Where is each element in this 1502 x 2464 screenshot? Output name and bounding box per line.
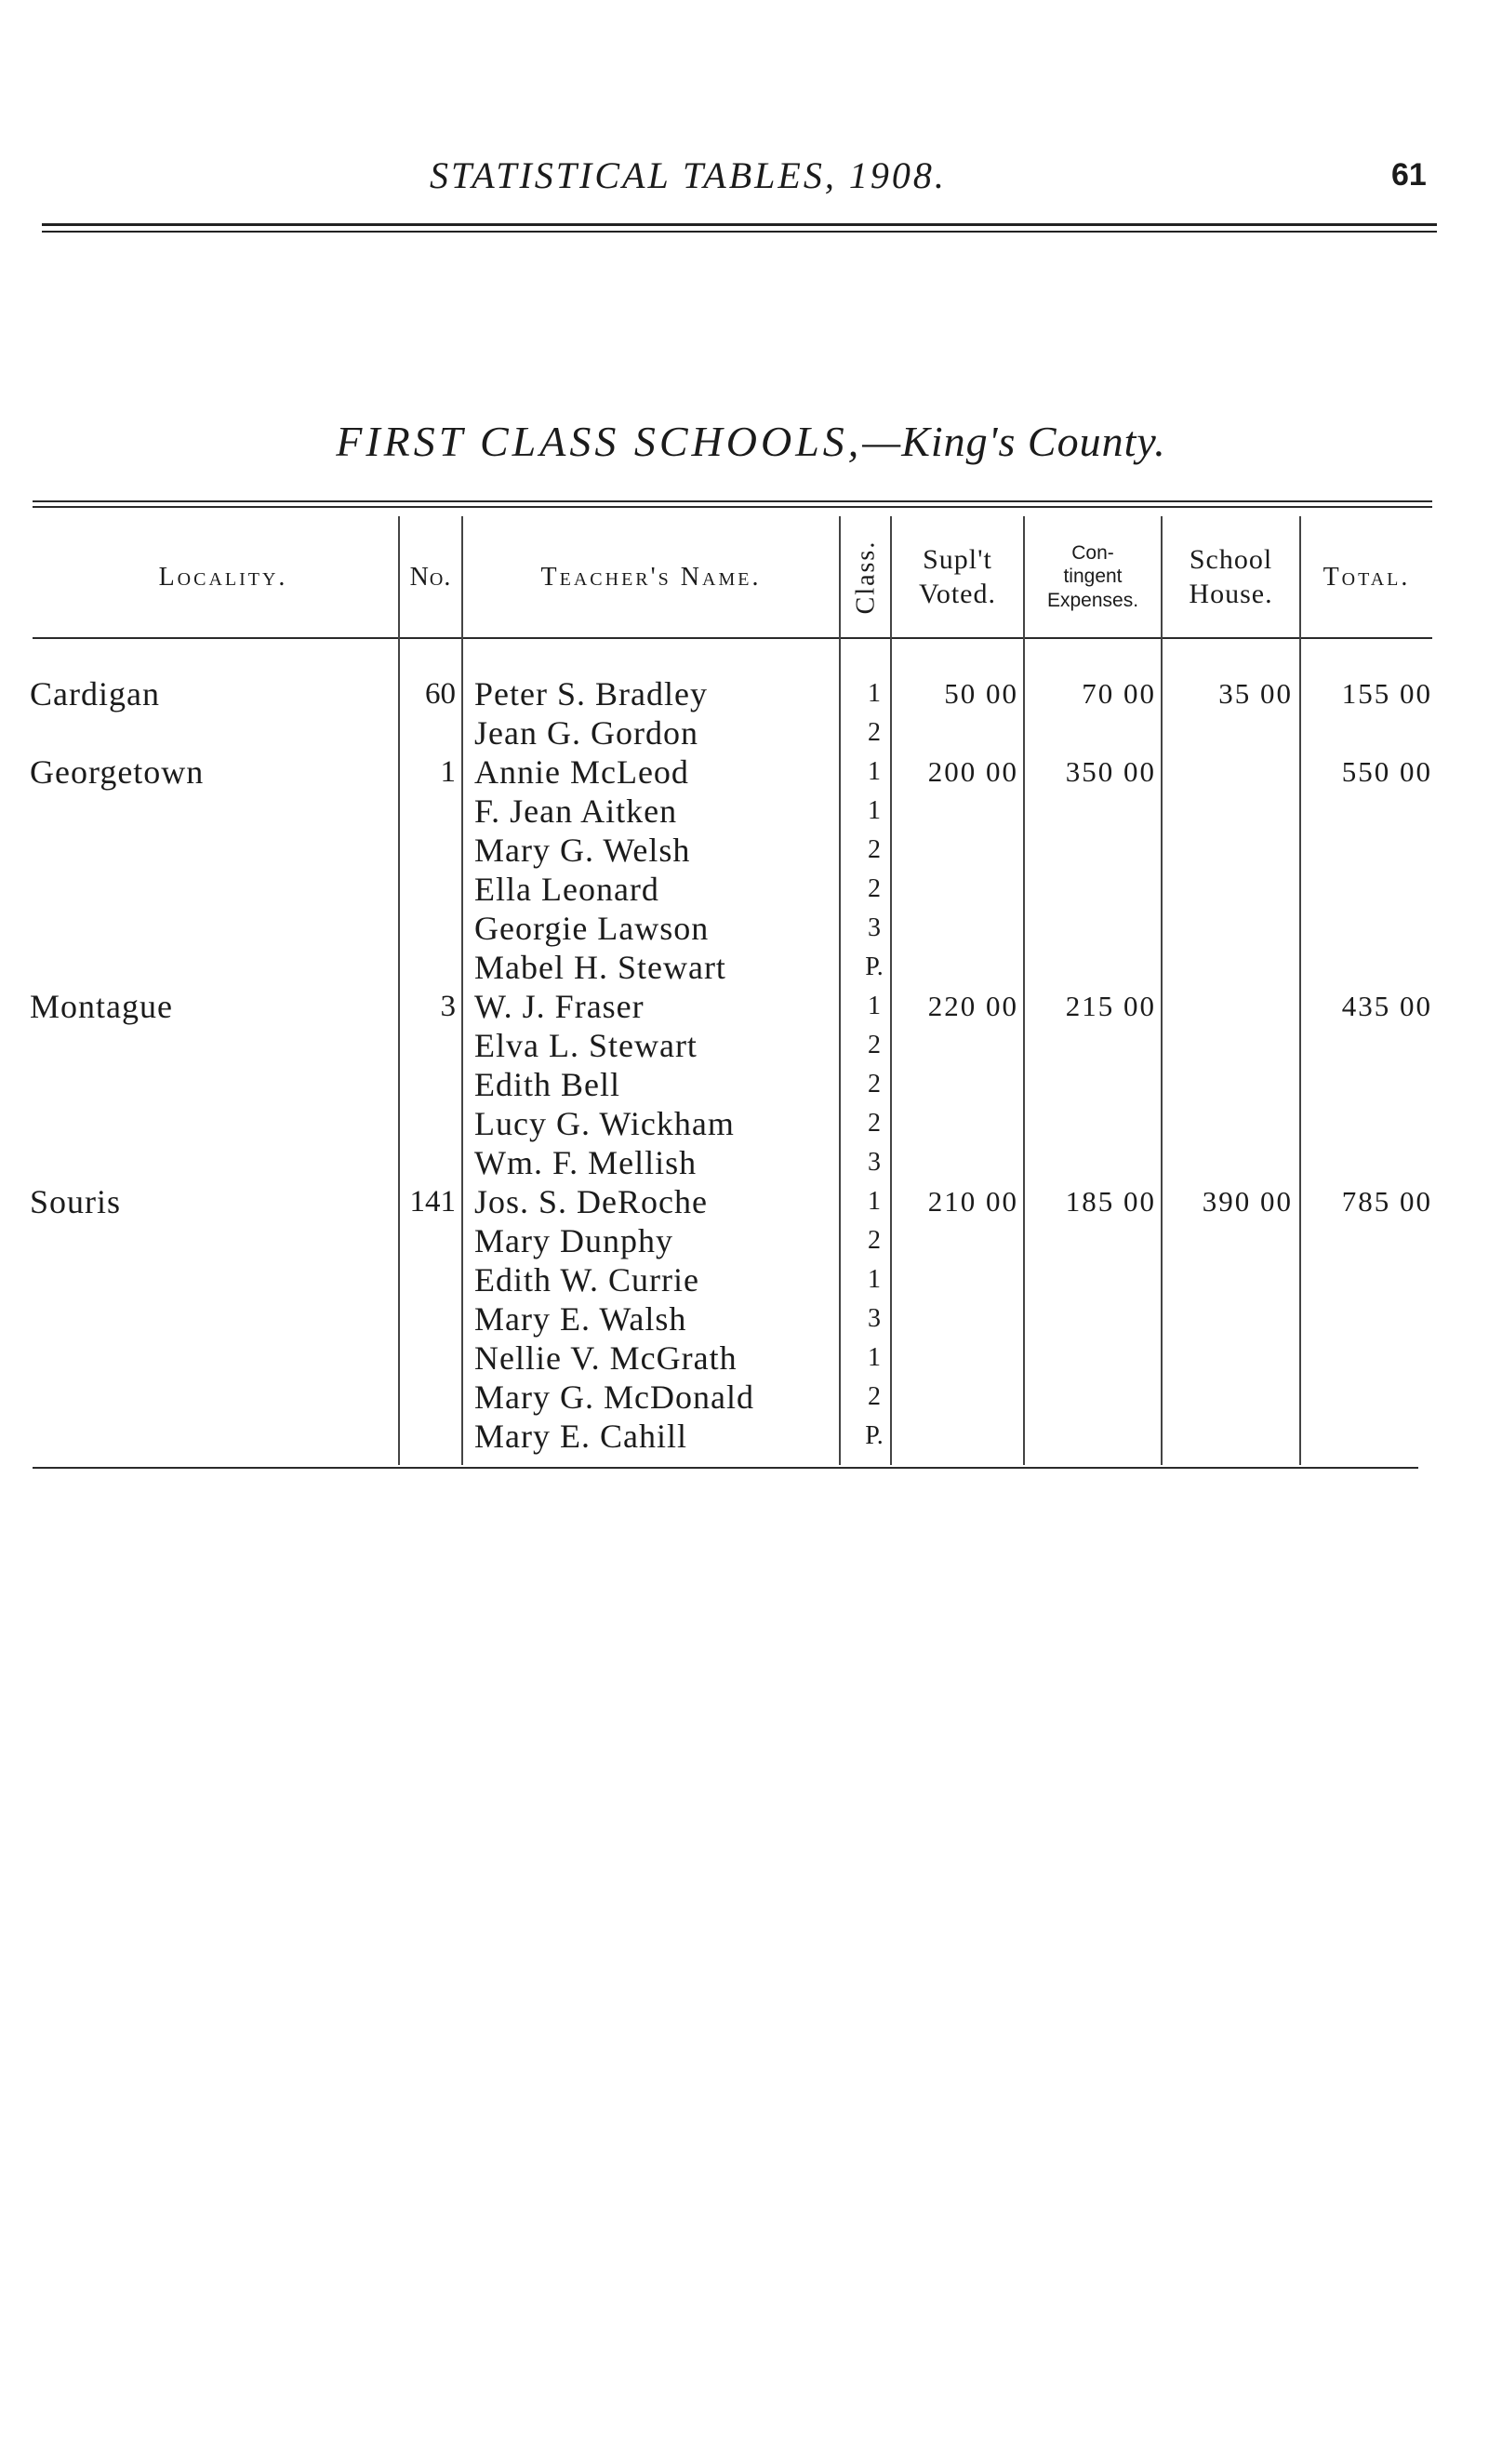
- class-cell: 1: [868, 796, 881, 825]
- contingent-expenses-cell: 185 00: [1065, 1185, 1156, 1218]
- teacher-name-cell: Edith W. Currie: [474, 1261, 699, 1299]
- teacher-name-cell: Annie McLeod: [474, 753, 689, 791]
- teacher-name-cell: Mary G. Welsh: [474, 832, 691, 869]
- teacher-name-cell: Elva L. Stewart: [474, 1027, 698, 1064]
- total-cell: 155 00: [1341, 677, 1432, 710]
- class-cell: 3: [868, 913, 881, 942]
- table-row: [0, 870, 1502, 909]
- table-row: [0, 909, 1502, 948]
- teacher-name-cell: Jean G. Gordon: [474, 714, 698, 752]
- locality-cell: Georgetown: [30, 753, 205, 791]
- class-cell: 1: [868, 679, 881, 708]
- teacher-name-cell: Mabel H. Stewart: [474, 949, 726, 986]
- class-cell: 1: [868, 992, 881, 1020]
- table-row: [0, 1221, 1502, 1260]
- school-number-cell: 60: [425, 677, 456, 711]
- table-row: [0, 792, 1502, 831]
- header-school-house: School House.: [1189, 543, 1273, 609]
- table-row: [0, 713, 1502, 753]
- locality-cell: Souris: [30, 1183, 122, 1220]
- table-row: [0, 1104, 1502, 1143]
- school-number-cell: 141: [409, 1185, 456, 1219]
- table-row: [0, 1182, 1502, 1221]
- teacher-name-cell: F. Jean Aitken: [474, 792, 678, 830]
- header-suplt: Supl't Voted.: [919, 543, 996, 609]
- class-cell: 2: [868, 1226, 881, 1255]
- class-cell: 1: [868, 757, 881, 786]
- teacher-name-cell: Mary G. McDonald: [474, 1379, 754, 1416]
- locality-cell: Montague: [30, 988, 173, 1025]
- teacher-name-cell: Wm. F. Mellish: [474, 1144, 698, 1181]
- suplt-voted-cell: 220 00: [927, 990, 1018, 1022]
- contingent-expenses-cell: 350 00: [1065, 755, 1156, 788]
- table-top-rule-1: [33, 500, 1432, 502]
- running-head: [0, 153, 1502, 200]
- table-title: [0, 417, 1502, 466]
- table-row: [0, 1299, 1502, 1339]
- table-row: [0, 1417, 1502, 1456]
- table-row: [0, 1143, 1502, 1182]
- class-cell: 3: [868, 1304, 881, 1333]
- class-cell: 1: [868, 1187, 881, 1216]
- class-cell: 3: [868, 1148, 881, 1177]
- total-cell: 435 00: [1341, 990, 1432, 1022]
- teacher-name-cell: Jos. S. DeRoche: [474, 1183, 708, 1220]
- teacher-name-cell: W. J. Fraser: [474, 988, 645, 1025]
- teacher-name-cell: Peter S. Bradley: [474, 675, 708, 713]
- header-rule-bottom: [42, 231, 1437, 233]
- school-number-cell: 1: [440, 755, 456, 789]
- school-house-cell: 390 00: [1202, 1185, 1293, 1218]
- header-rule-top: [42, 223, 1437, 226]
- table-row: [0, 1065, 1502, 1104]
- class-cell: 2: [868, 1070, 881, 1099]
- class-cell: 1: [868, 1343, 881, 1372]
- contingent-expenses-cell: 215 00: [1065, 990, 1156, 1022]
- class-cell: 2: [868, 1382, 881, 1411]
- teacher-name-cell: Mary E. Cahill: [474, 1418, 687, 1455]
- table-row: [0, 1026, 1502, 1065]
- teacher-name-cell: Lucy G. Wickham: [474, 1105, 735, 1142]
- header-teacher: Teacher's Name.: [540, 562, 762, 592]
- class-cell: P.: [865, 952, 884, 981]
- table-row: [0, 1378, 1502, 1417]
- class-cell: P.: [865, 1421, 884, 1450]
- table-row: [0, 831, 1502, 870]
- school-number-cell: 3: [440, 990, 456, 1023]
- table-title-main: FIRST CLASS SCHOOLS,: [336, 418, 863, 465]
- teacher-name-cell: Mary E. Walsh: [474, 1300, 687, 1338]
- page-number: 61: [1391, 157, 1427, 193]
- teacher-name-cell: Mary Dunphy: [474, 1222, 673, 1259]
- header-class: Class.: [851, 539, 880, 614]
- header-no: No.: [409, 562, 452, 592]
- teacher-name-cell: Nellie V. McGrath: [474, 1339, 738, 1377]
- table-row: [0, 1339, 1502, 1378]
- table-bottom-rule: [33, 1467, 1418, 1469]
- class-cell: 2: [868, 1031, 881, 1059]
- contingent-expenses-cell: 70 00: [1082, 677, 1156, 710]
- total-cell: 785 00: [1341, 1185, 1432, 1218]
- suplt-voted-cell: 200 00: [927, 755, 1018, 788]
- class-cell: 1: [868, 1265, 881, 1294]
- table-row: [0, 948, 1502, 987]
- header-locality: Locality.: [158, 562, 288, 592]
- class-cell: 2: [868, 718, 881, 747]
- header-bottom-rule: [33, 637, 1432, 639]
- school-house-cell: 35 00: [1218, 677, 1293, 710]
- teacher-name-cell: Ella Leonard: [474, 871, 659, 908]
- suplt-voted-cell: 50 00: [944, 677, 1018, 710]
- suplt-voted-cell: 210 00: [927, 1185, 1018, 1218]
- table-row: [0, 987, 1502, 1026]
- header-total: Total.: [1323, 562, 1411, 592]
- locality-cell: Cardigan: [30, 675, 160, 713]
- table-row: [0, 674, 1502, 713]
- teacher-name-cell: Georgie Lawson: [474, 910, 710, 947]
- running-title: STATISTICAL TABLES, 1908.: [430, 154, 947, 196]
- table-title-sub: —King's County.: [862, 418, 1166, 465]
- header-contingent: Con- tingent Expenses.: [1046, 542, 1139, 611]
- table-row: [0, 1260, 1502, 1299]
- table-row: [0, 753, 1502, 792]
- class-cell: 2: [868, 874, 881, 903]
- class-cell: 2: [868, 1109, 881, 1138]
- total-cell: 550 00: [1341, 755, 1432, 788]
- table-top-rule-2: [33, 506, 1432, 508]
- class-cell: 2: [868, 835, 881, 864]
- teacher-name-cell: Edith Bell: [474, 1066, 620, 1103]
